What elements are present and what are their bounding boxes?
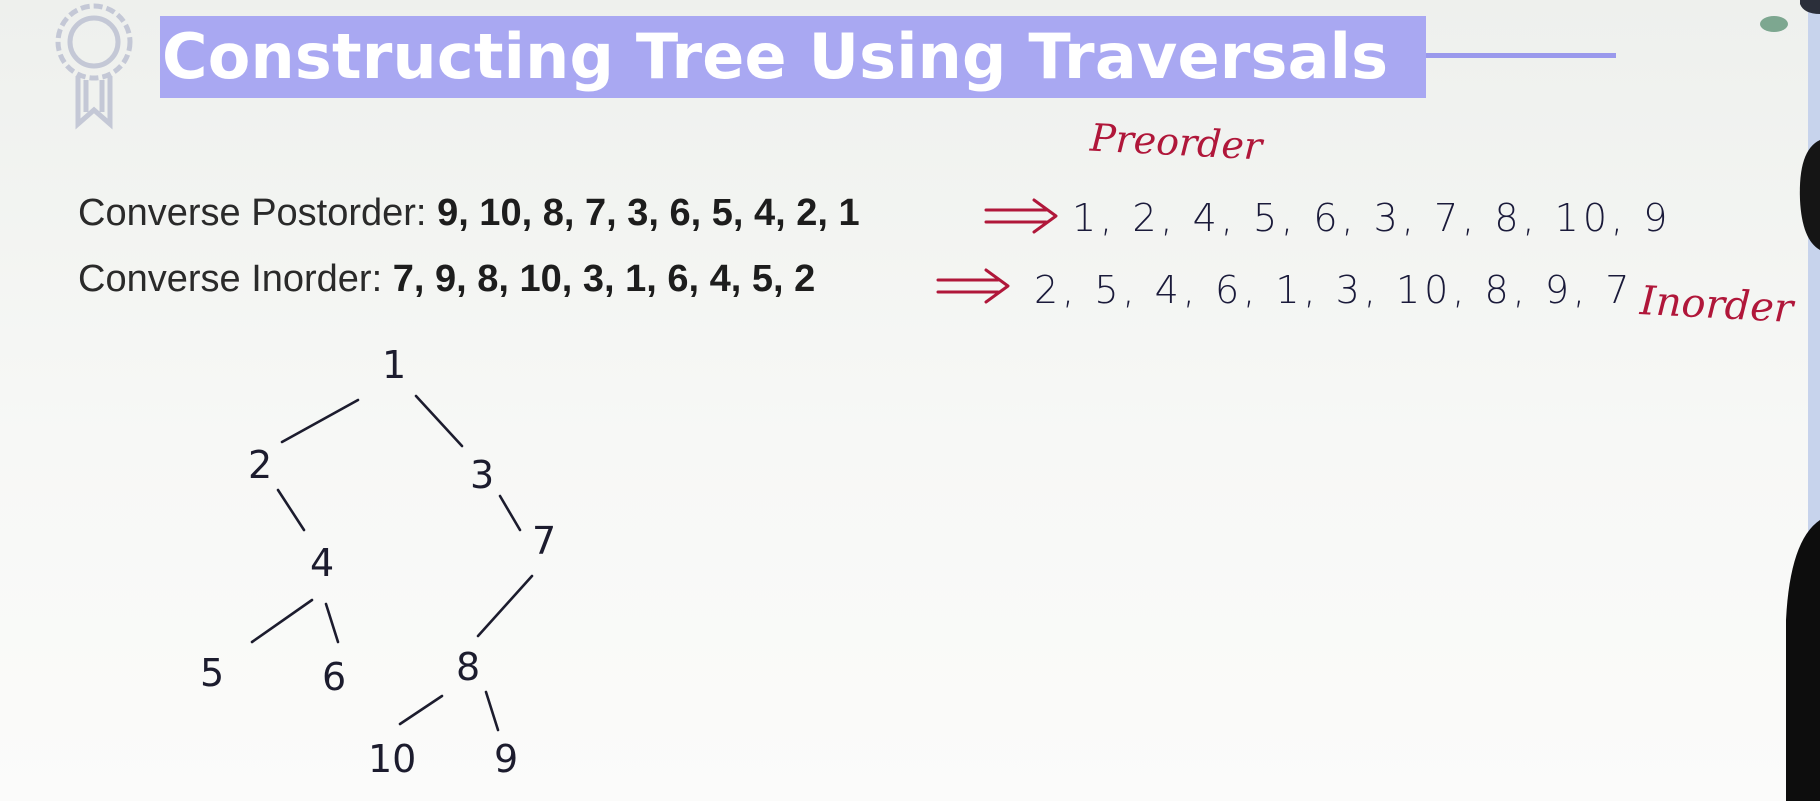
converse-inorder-line (78, 258, 815, 301)
inorder-sequence: 2, 5, 4, 6, 1, 3, 10, 8, 9, 7 (1034, 268, 1634, 312)
preorder-label: Preorder (1088, 115, 1264, 169)
tree-node: 3 (470, 453, 495, 497)
tree-node: 8 (456, 645, 481, 689)
postorder-label: Converse Postorder: (78, 192, 427, 234)
tree-node: 6 (322, 655, 347, 699)
award-ribbon-icon (44, 0, 144, 130)
edge-1-3 (416, 396, 462, 446)
title-underline (1426, 53, 1616, 58)
inorder-values: 7, 9, 8, 10, 3, 1, 6, 4, 5, 2 (392, 258, 816, 300)
edge-4-6 (326, 604, 338, 642)
edge-2-4 (278, 490, 304, 530)
preorder-sequence: 1, 2, 4, 5, 6, 3, 7, 8, 10, 9 (1072, 196, 1672, 240)
tree-node: 2 (248, 443, 273, 487)
binary-tree-diagram (160, 340, 620, 800)
inorder-line-label: Converse Inorder: (78, 258, 383, 300)
edge-8-9 (486, 692, 498, 730)
edge-3-7 (500, 496, 520, 530)
tree-node: 1 (382, 343, 407, 387)
tree-node: 10 (368, 737, 417, 781)
converse-postorder-line (78, 192, 860, 235)
edge-7-8 (478, 576, 532, 636)
implies-arrow-icon (934, 266, 1014, 306)
implies-arrow-icon (982, 196, 1062, 236)
inorder-label: Inorder (1638, 278, 1795, 332)
postorder-values: 9, 10, 8, 7, 3, 6, 5, 4, 2, 1 (437, 192, 860, 234)
edge-1-2 (282, 400, 358, 442)
tree-edges (252, 396, 532, 730)
slide-title: Constructing Tree Using Traversals (162, 20, 1389, 93)
tree-node: 4 (310, 541, 335, 585)
tree-node: 7 (532, 519, 557, 563)
tree-node: 9 (494, 737, 519, 781)
edge-4-5 (252, 600, 312, 642)
presenter-silhouette (1760, 0, 1820, 801)
tree-node: 5 (200, 651, 225, 695)
edge-8-10 (400, 696, 442, 724)
